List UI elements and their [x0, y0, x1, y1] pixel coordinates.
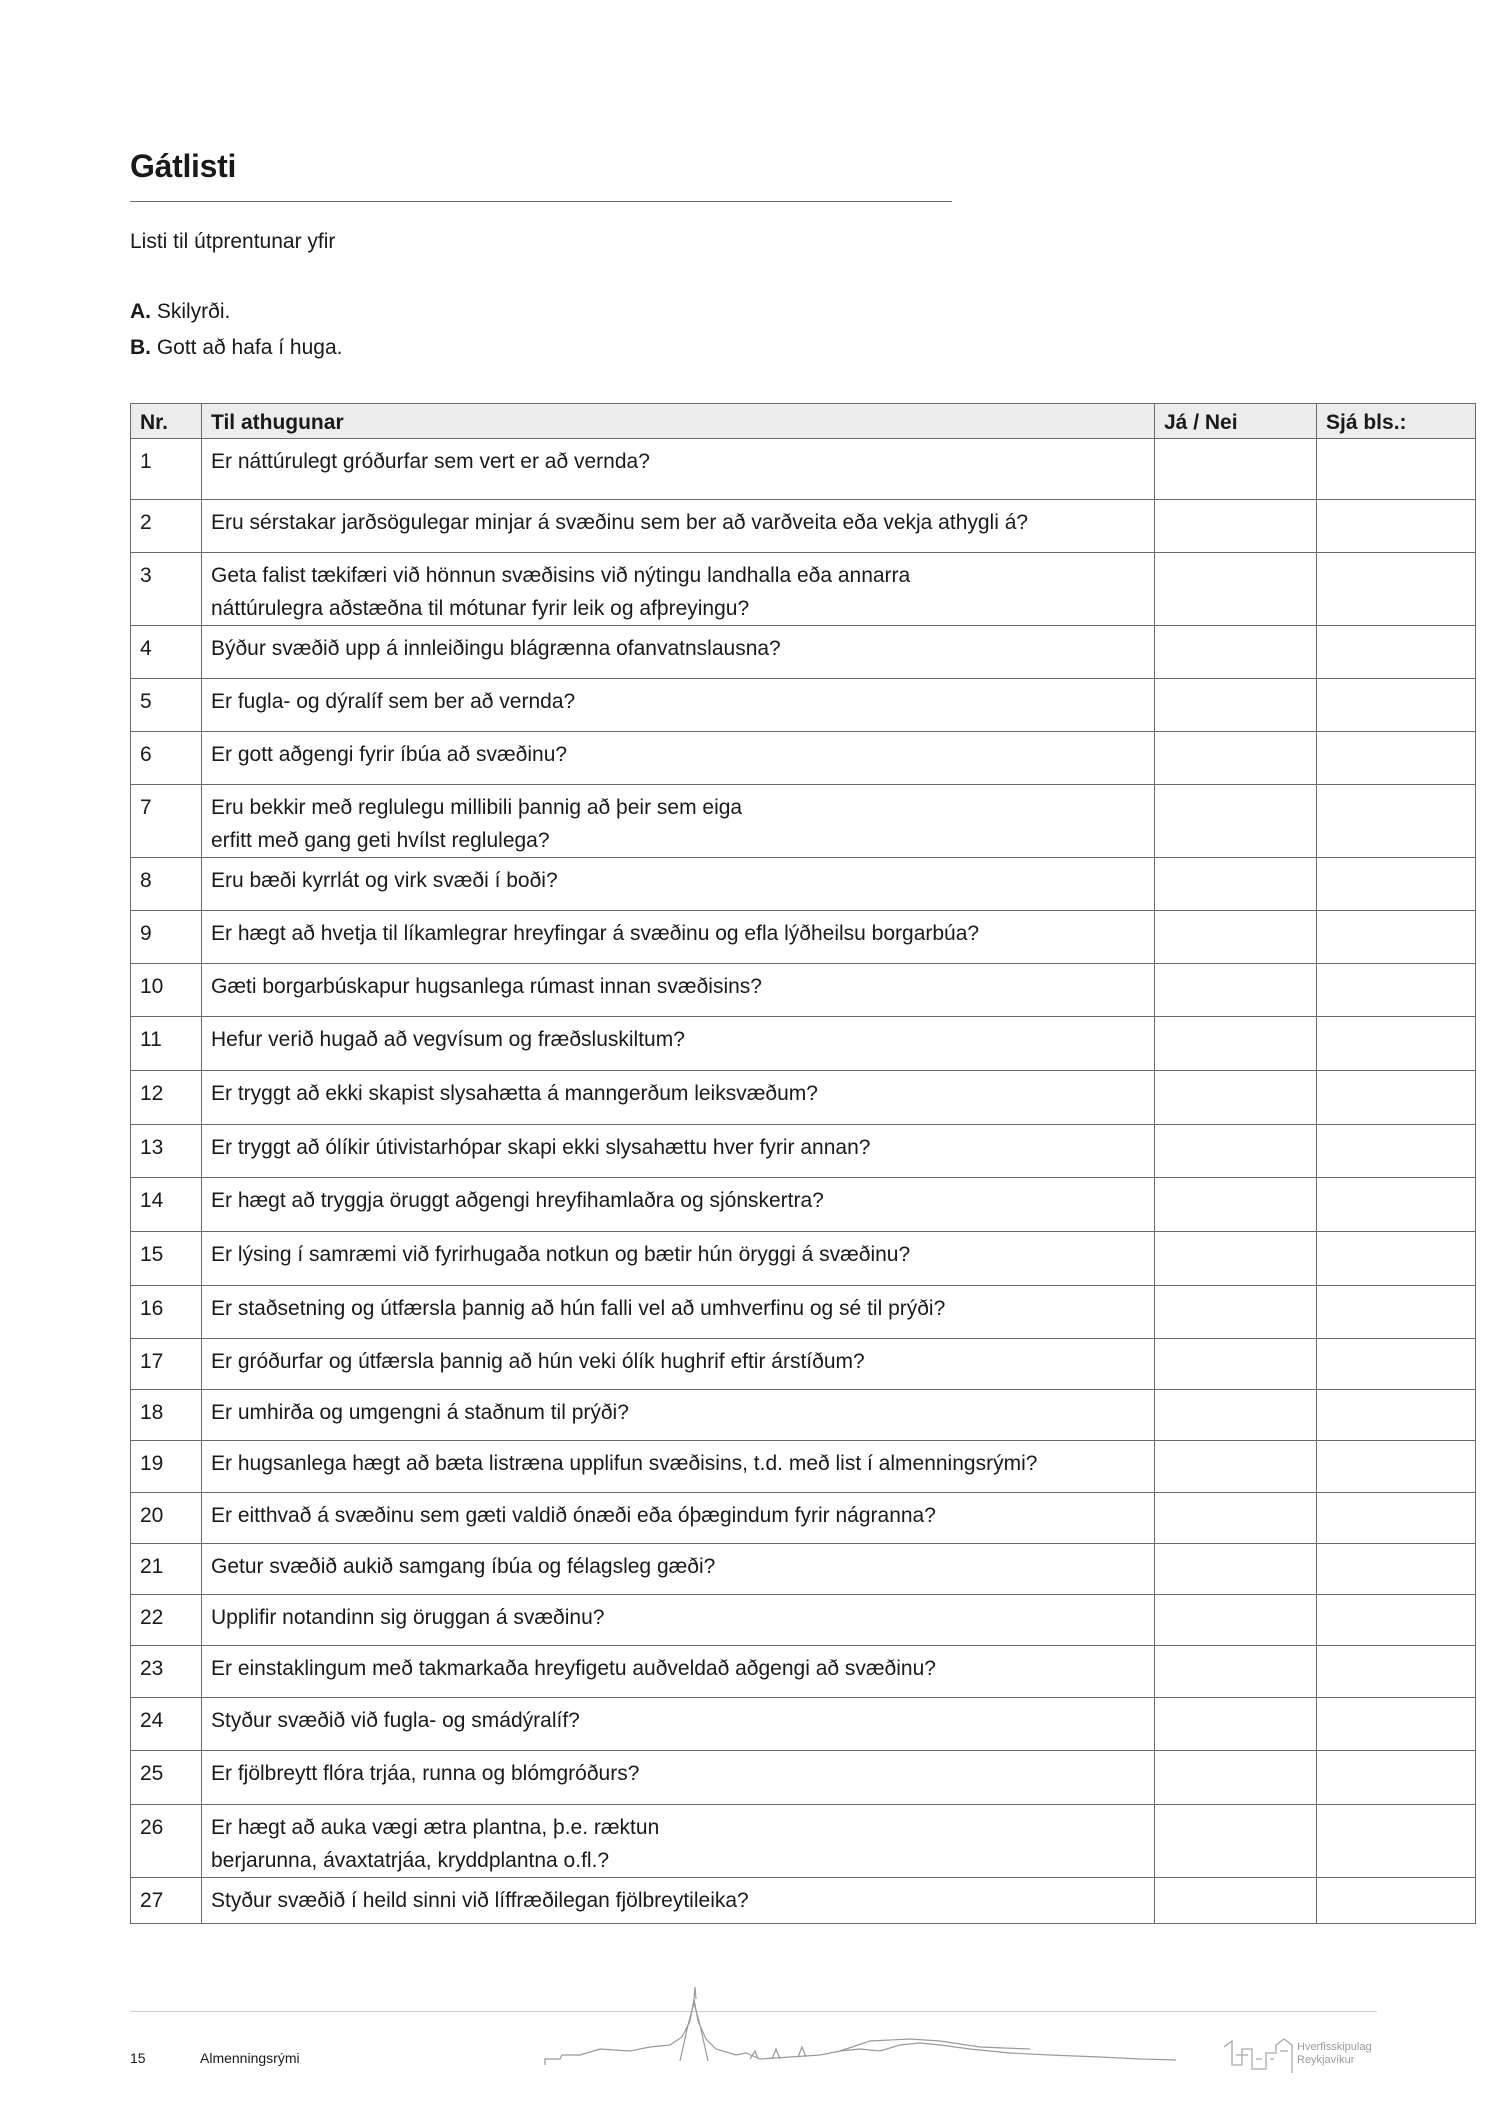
- row-number: 2: [131, 500, 202, 553]
- row-question: [202, 732, 1155, 785]
- row-question: [202, 1286, 1155, 1339]
- row-answer-cell[interactable]: [1155, 1646, 1317, 1698]
- row-question-text: Er staðsetning og útfærsla þannig að hún falli vel að umhverfinu og sé til prýði?: [211, 1297, 946, 1320]
- page-number: 15: [130, 2050, 146, 2066]
- row-page-ref-cell[interactable]: [1317, 679, 1476, 732]
- row-question: [202, 785, 1155, 858]
- row-page-ref-cell[interactable]: [1317, 785, 1476, 858]
- row-question-text: Upplifir notandinn sig öruggan á svæðinu?: [211, 1606, 605, 1629]
- table-row: [131, 1698, 1476, 1751]
- row-question: [202, 500, 1155, 553]
- row-answer-cell[interactable]: [1155, 1390, 1317, 1441]
- row-page-ref-cell[interactable]: [1317, 964, 1476, 1017]
- intro-text: Listi til útprentunar yfir: [130, 230, 336, 253]
- table-header-row: [131, 404, 1476, 439]
- row-number: 10: [131, 964, 202, 1017]
- row-number: 17: [131, 1339, 202, 1390]
- table-row: [131, 1125, 1476, 1178]
- row-answer-cell[interactable]: [1155, 732, 1317, 785]
- row-number: 4: [131, 626, 202, 679]
- row-answer-cell[interactable]: [1155, 439, 1317, 500]
- row-number: 16: [131, 1286, 202, 1339]
- row-number: 18: [131, 1390, 202, 1441]
- row-question: [202, 858, 1155, 911]
- row-number: 14: [131, 1178, 202, 1232]
- table-row: [131, 1017, 1476, 1071]
- row-page-ref-cell[interactable]: [1317, 1286, 1476, 1339]
- row-page-ref-cell[interactable]: [1317, 1698, 1476, 1751]
- skyline-illustration: [540, 1985, 1180, 2065]
- row-number: 24: [131, 1698, 202, 1751]
- table-row: [131, 1441, 1476, 1493]
- row-answer-cell[interactable]: [1155, 553, 1317, 626]
- row-number: 20: [131, 1493, 202, 1544]
- logo-line-2: Reykjavíkur: [1297, 2054, 1355, 2066]
- row-question: [202, 1751, 1155, 1805]
- row-page-ref-cell[interactable]: [1317, 1646, 1476, 1698]
- row-question: [202, 1441, 1155, 1493]
- row-question: [202, 1595, 1155, 1646]
- row-question-text: Gæti borgarbúskapur hugsanlega rúmast innan svæðisins?: [211, 975, 762, 998]
- row-page-ref-cell[interactable]: [1317, 732, 1476, 785]
- row-page-ref-cell[interactable]: [1317, 1071, 1476, 1125]
- table-row: [131, 1544, 1476, 1595]
- row-question-text: Eru sérstakar jarðsögulegar minjar á svæðinu sem ber að varðveita eða vekja athygli á?: [211, 511, 1029, 534]
- row-question: [202, 1698, 1155, 1751]
- row-question: [202, 1071, 1155, 1125]
- row-page-ref-cell[interactable]: [1317, 1751, 1476, 1805]
- row-question: [202, 1178, 1155, 1232]
- row-question: [202, 1805, 1155, 1878]
- row-question-text: Er einstaklingum með takmarkaða hreyfigetu auðveldað aðgengi að svæðinu?: [211, 1657, 936, 1680]
- row-question-text: Er hugsanlega hægt að bæta listræna upplifun svæðisins, t.d. með list í almenningsrými?: [211, 1452, 1038, 1475]
- table-row: [131, 1071, 1476, 1125]
- table-row: [131, 439, 1476, 500]
- table-row: [131, 1390, 1476, 1441]
- row-number: 12: [131, 1071, 202, 1125]
- row-question-text: Er tryggt að ólíkir útivistarhópar skapi ekki slysahættu hver fyrir annan?: [211, 1136, 871, 1159]
- checklist-table: [130, 403, 1476, 1924]
- row-answer-cell[interactable]: [1155, 1178, 1317, 1232]
- row-question-text: Býður svæðið upp á innleiðingu blágrænna ofanvatnslausna?: [211, 637, 781, 660]
- condition-b: [130, 336, 342, 360]
- row-question-text: Er tryggt að ekki skapist slysahætta á manngerðum leiksvæðum?: [211, 1082, 818, 1105]
- row-number: 8: [131, 858, 202, 911]
- row-answer-cell[interactable]: [1155, 1339, 1317, 1390]
- row-answer-cell[interactable]: [1155, 1805, 1317, 1878]
- table-row: [131, 1646, 1476, 1698]
- table-row: [131, 1595, 1476, 1646]
- table-row: [131, 1232, 1476, 1286]
- row-question-text: Er umhirða og umgengni á staðnum til prýði?: [211, 1401, 629, 1424]
- condition-a-text: Skilyrði.: [151, 300, 231, 323]
- table-row: [131, 679, 1476, 732]
- row-number: 11: [131, 1017, 202, 1071]
- row-number: 22: [131, 1595, 202, 1646]
- row-question-text: Hefur verið hugað að vegvísum og fræðsluskiltum?: [211, 1028, 685, 1051]
- table-row: [131, 1751, 1476, 1805]
- row-question-text: Er gróðurfar og útfærsla þannig að hún veki ólík hughrif eftir árstíðum?: [211, 1350, 865, 1373]
- row-number: 25: [131, 1751, 202, 1805]
- row-number: 19: [131, 1441, 202, 1493]
- row-page-ref-cell[interactable]: [1317, 626, 1476, 679]
- row-number: 27: [131, 1878, 202, 1924]
- table-row: [131, 964, 1476, 1017]
- row-question-text: Er hægt að tryggja öruggt aðgengi hreyfihamlaðra og sjónskertra?: [211, 1189, 824, 1212]
- row-page-ref-cell[interactable]: [1317, 1390, 1476, 1441]
- row-answer-cell[interactable]: [1155, 1441, 1317, 1493]
- row-question-text: Er fugla- og dýralíf sem ber að vernda?: [211, 690, 576, 713]
- logo-text: [1297, 2041, 1372, 2067]
- section-name: Almenningsrými: [200, 2050, 300, 2066]
- row-page-ref-cell[interactable]: [1317, 858, 1476, 911]
- row-answer-cell[interactable]: [1155, 1751, 1317, 1805]
- row-number: 23: [131, 1646, 202, 1698]
- row-question-text: Er náttúrulegt gróðurfar sem vert er að vernda?: [211, 450, 650, 473]
- logo-line-1: Hverfisskipulag: [1297, 2041, 1372, 2053]
- row-page-ref-cell[interactable]: [1317, 1232, 1476, 1286]
- row-answer-cell[interactable]: [1155, 964, 1317, 1017]
- table-row: [131, 732, 1476, 785]
- row-question-text: Er eitthvað á svæðinu sem gæti valdið ónæði eða óþægindum fyrir nágranna?: [211, 1504, 936, 1527]
- row-page-ref-cell[interactable]: [1317, 1178, 1476, 1232]
- row-question: [202, 1125, 1155, 1178]
- row-question-text: Er hægt að auka vægi ætra plantna, þ.e. ræktun berjarunna, ávaxtatrjáa, kryddplantna o.fl.?: [211, 1816, 660, 1872]
- row-number: 9: [131, 911, 202, 964]
- row-answer-cell[interactable]: [1155, 626, 1317, 679]
- title-divider: [130, 201, 952, 202]
- hverfisskipulag-logo: [1222, 2035, 1294, 2075]
- row-answer-cell[interactable]: [1155, 911, 1317, 964]
- row-answer-cell[interactable]: [1155, 500, 1317, 553]
- table-row: [131, 911, 1476, 964]
- table-row: [131, 1339, 1476, 1390]
- row-answer-cell[interactable]: [1155, 679, 1317, 732]
- row-question: [202, 1390, 1155, 1441]
- row-page-ref-cell[interactable]: [1317, 1805, 1476, 1878]
- row-question: [202, 1339, 1155, 1390]
- row-question: [202, 439, 1155, 500]
- table-row: [131, 626, 1476, 679]
- header-page-ref: Sjá bls.:: [1317, 404, 1476, 439]
- row-number: 5: [131, 679, 202, 732]
- row-question-text: Styður svæðið við fugla- og smádýralíf?: [211, 1709, 580, 1732]
- row-page-ref-cell[interactable]: [1317, 439, 1476, 500]
- table-row: [131, 1493, 1476, 1544]
- row-question: [202, 911, 1155, 964]
- row-answer-cell[interactable]: [1155, 1544, 1317, 1595]
- row-number: 7: [131, 785, 202, 858]
- row-question-text: Er gott aðgengi fyrir íbúa að svæðinu?: [211, 743, 568, 766]
- row-question: [202, 1646, 1155, 1698]
- row-number: 15: [131, 1232, 202, 1286]
- table-row: [131, 500, 1476, 553]
- row-question: [202, 1017, 1155, 1071]
- row-answer-cell[interactable]: [1155, 1493, 1317, 1544]
- row-number: 6: [131, 732, 202, 785]
- header-yes-no: Já / Nei: [1155, 404, 1317, 439]
- row-number: 3: [131, 553, 202, 626]
- row-question-text: Eru bekkir með reglulegu millibili þannig að þeir sem eiga erfitt með gang geti hvílst reglulega?: [211, 796, 743, 852]
- row-answer-cell[interactable]: [1155, 1878, 1317, 1924]
- row-question-text: Geta falist tækifæri við hönnun svæðisins við nýtingu landhalla eða annarra náttúrulegra aðstæðna til mótunar fyrir leik og afþreyingu?: [211, 564, 911, 620]
- row-page-ref-cell[interactable]: [1317, 1493, 1476, 1544]
- row-question: [202, 1878, 1155, 1924]
- row-number: 21: [131, 1544, 202, 1595]
- row-answer-cell[interactable]: [1155, 1286, 1317, 1339]
- row-question: [202, 1544, 1155, 1595]
- row-question-text: Er lýsing í samræmi við fyrirhugaða notkun og bætir hún öryggi á svæðinu?: [211, 1243, 911, 1266]
- row-question: [202, 626, 1155, 679]
- table-row: [131, 553, 1476, 626]
- row-answer-cell[interactable]: [1155, 785, 1317, 858]
- table-row: [131, 858, 1476, 911]
- row-question: [202, 1493, 1155, 1544]
- condition-b-text: Gott að hafa í huga.: [151, 336, 343, 359]
- row-page-ref-cell[interactable]: [1317, 1125, 1476, 1178]
- row-question: [202, 964, 1155, 1017]
- row-answer-cell[interactable]: [1155, 1698, 1317, 1751]
- row-number: 1: [131, 439, 202, 500]
- condition-b-letter: B.: [130, 336, 151, 359]
- table-row: [131, 1805, 1476, 1878]
- row-question-text: Eru bæði kyrrlát og virk svæði í boði?: [211, 869, 558, 892]
- row-answer-cell[interactable]: [1155, 1017, 1317, 1071]
- table-row: [131, 1178, 1476, 1232]
- table-row: [131, 1878, 1476, 1924]
- row-question-text: Styður svæðið í heild sinni við líffræðilegan fjölbreytileika?: [211, 1889, 749, 1912]
- page-title: Gátlisti: [130, 148, 237, 184]
- row-question: [202, 1232, 1155, 1286]
- row-number: 26: [131, 1805, 202, 1878]
- table-row: [131, 1286, 1476, 1339]
- row-number: 13: [131, 1125, 202, 1178]
- row-answer-cell[interactable]: [1155, 1595, 1317, 1646]
- row-page-ref-cell[interactable]: [1317, 911, 1476, 964]
- row-page-ref-cell[interactable]: [1317, 1878, 1476, 1924]
- row-page-ref-cell[interactable]: [1317, 1544, 1476, 1595]
- row-page-ref-cell[interactable]: [1317, 553, 1476, 626]
- row-answer-cell[interactable]: [1155, 1125, 1317, 1178]
- header-item: Til athugunar: [202, 404, 1155, 439]
- header-nr: Nr.: [131, 404, 202, 439]
- row-page-ref-cell[interactable]: [1317, 1441, 1476, 1493]
- row-question-text: Er fjölbreytt flóra trjáa, runna og blómgróðurs?: [211, 1762, 640, 1785]
- row-question: [202, 553, 1155, 626]
- row-question-text: Getur svæðið aukið samgang íbúa og félagsleg gæði?: [211, 1555, 716, 1578]
- row-question: [202, 679, 1155, 732]
- row-page-ref-cell[interactable]: [1317, 1595, 1476, 1646]
- row-page-ref-cell[interactable]: [1317, 1339, 1476, 1390]
- table-row: [131, 785, 1476, 858]
- condition-a-letter: A.: [130, 300, 151, 323]
- condition-a: [130, 300, 230, 324]
- row-answer-cell[interactable]: [1155, 858, 1317, 911]
- row-answer-cell[interactable]: [1155, 1071, 1317, 1125]
- row-page-ref-cell[interactable]: [1317, 500, 1476, 553]
- row-page-ref-cell[interactable]: [1317, 1017, 1476, 1071]
- row-question-text: Er hægt að hvetja til líkamlegrar hreyfingar á svæðinu og efla lýðheilsu borgarbúa?: [211, 922, 980, 945]
- row-answer-cell[interactable]: [1155, 1232, 1317, 1286]
